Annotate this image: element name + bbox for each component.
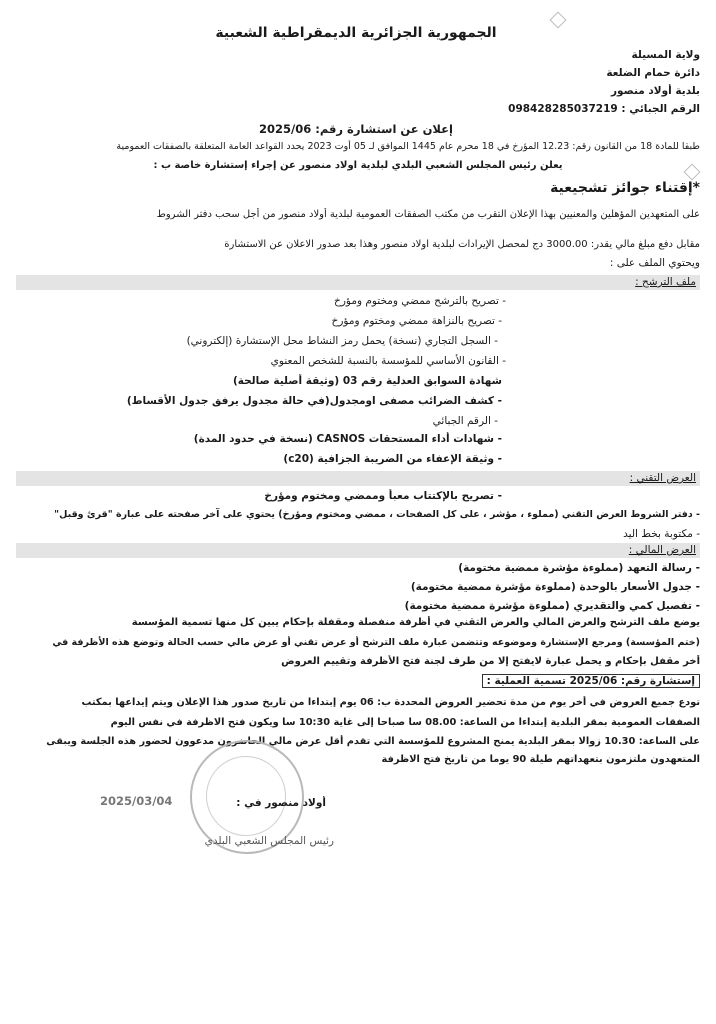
financial-section-title: العرض المالي : [16,543,700,558]
signer-title: رئيس المجلس الشعبي البلدي [204,835,334,847]
list-item: - القانون الأساسي للمؤسسة بالنسبة للشخص المعنوي [270,355,506,367]
list-item: - وثيقة الإعفاء من الضريبة الجزافية (c20) [283,453,502,465]
list-item: - شهادات أداء المستحقات CASNOS (نسخة في حدود المدة) [193,433,502,445]
candidacy-section-title: ملف الترشح : [16,275,700,290]
commune-line: بلدية أولاد منصور [610,85,700,97]
deposit-line: الصفقات العمومية بمقر البلدية إبتداءا من الساعة: 08.00 سا صباحا إلى غاية 10:30 سا ويكون فتح الاظرفة في نفس اليوم [110,717,700,728]
announcement-line: يعلن رئيس المجلس الشعبي البلدي لبلدية اولاد منصور عن إجراء إستشارة خاصة ب : [153,160,563,171]
list-item: - دفتر الشروط العرض التقني (مملوء ، مؤشر ، على كل الصفحات ، ممضي ومختوم ومؤرخ) يحتوي على آخر صفحته على عبارة "قرئ وقبل" [54,509,700,520]
daira-line: دائرة حمام الضلعة [606,67,700,79]
fee-line: مقابل دفع مبلغ مالي يقدر: 3000.00 دج لمحصل الإيرادات لبلدية اولاد منصور وهذا بعد صدور الاعلان عن الاستشارة [224,239,700,250]
list-item: - تصريح بالترشح ممضي ومختوم ومؤرخ [334,295,506,307]
list-item: - تصريح بالإكتتاب معبأ وممضي ومختوم ومؤرخ [264,490,502,502]
list-item: - مكتوبة بخط اليد [623,528,700,540]
packaging-line: يوضع ملف الترشح والعرض المالي والعرض التقني في أظرفة منفصلة ومقفلة بإحكام يبين كل منها تسمية المؤسسة [131,617,700,628]
reference-row [16,674,700,692]
reference-box: إستشارة رقم: 2025/06 تسمية العملية : [482,674,700,688]
place-date-label: أولاد منصور في : [236,797,326,809]
technical-section-title: العرض التقني : [16,471,700,486]
list-item: - تصريح بالنزاهة ممضي ومختوم ومؤرخ [331,315,502,327]
deposit-line: المتعهدون ملتزمون بتعهداتهم طيلة 90 يوما من تاريخ فتح الاظرفة [381,754,700,765]
list-item: - الرقم الجبائي [432,415,498,427]
contains-line: ويحتوي الملف على : [609,257,700,269]
wilaya-line: ولاية المسيلة [631,49,700,61]
subject-line: *إقتناء جوائز تشجيعية [550,180,700,196]
deposit-line: تودع جميع العروض في أخر يوم من مدة تحضير العروض المحددة ب: 06 يوم إبتداءا من تاريخ صدور هذا الإعلان ويتم إيداعها بمكتب [81,697,700,708]
tax-number: الرقم الجبائي : 098428285037219 [508,103,700,115]
deposit-line: على الساعة: 10.30 زوالا بمقر البلدية يمنح المشروع للمؤسسة التي تقدم أقل عرض مالي الحاضرون مدعوون لحضور هذه الجلسة ويبقى [46,736,700,747]
list-item: شهادة السوابق العدلية رقم 03 (وثيقة أصلية صالحة) [232,375,502,387]
packaging-line: أخر مقفل بإحكام و يحمل عبارة لايفتح إلا من طرف لجنة فتح الأظرفة وتقييم العروض [281,656,700,667]
packaging-line: (ختم المؤسسة) ومرجع الإستشارة وموضوعه وتتضمن عبارة ملف الترشح أو عرض تقني أو عرض مالي حسب الحالة وتوضع هذه الأظرفة في [52,637,700,648]
list-item: - رسالة التعهد (مملوءة مؤشرة ممضية مختومة) [458,562,700,574]
notice-title: إعلان عن استشارة رقم: 2025/06 [259,122,453,136]
invite-line: على المتعهدين المؤهلين والمعنيين بهذا الإعلان التقرب من مكتب الصفقات العمومية لبلدية أولاد منصور من أجل سحب دفتر الشروط [156,209,700,220]
scan-mark-icon [550,12,567,29]
republic-title: الجمهورية الجزائرية الديمقراطية الشعبية [215,25,497,41]
list-item: - السجل التجاري (نسخة) يحمل رمز النشاط محل الإستشارة (إلكتروني) [186,335,498,347]
signature-date: 2025/03/04 [100,794,173,808]
legal-basis: طبقا للمادة 18 من القانون رقم: 12.23 المؤرخ في 18 محرم عام 1445 الموافق لـ 05 أوت 2023 يحدد القواعد العامة المتعلقة بالصفقات العمومية [116,141,700,152]
list-item: - كشف الضرائب مصفى اومجدول(في حالة مجدول يرفق جدول الأقساط) [126,395,502,407]
list-item: - جدول الأسعار بالوحدة (مملوءة مؤشرة ممضية مختومة) [410,581,700,593]
list-item: - تفصيل كمي والتقديري (مملوءة مؤشرة ممضية مختومة) [404,600,700,612]
